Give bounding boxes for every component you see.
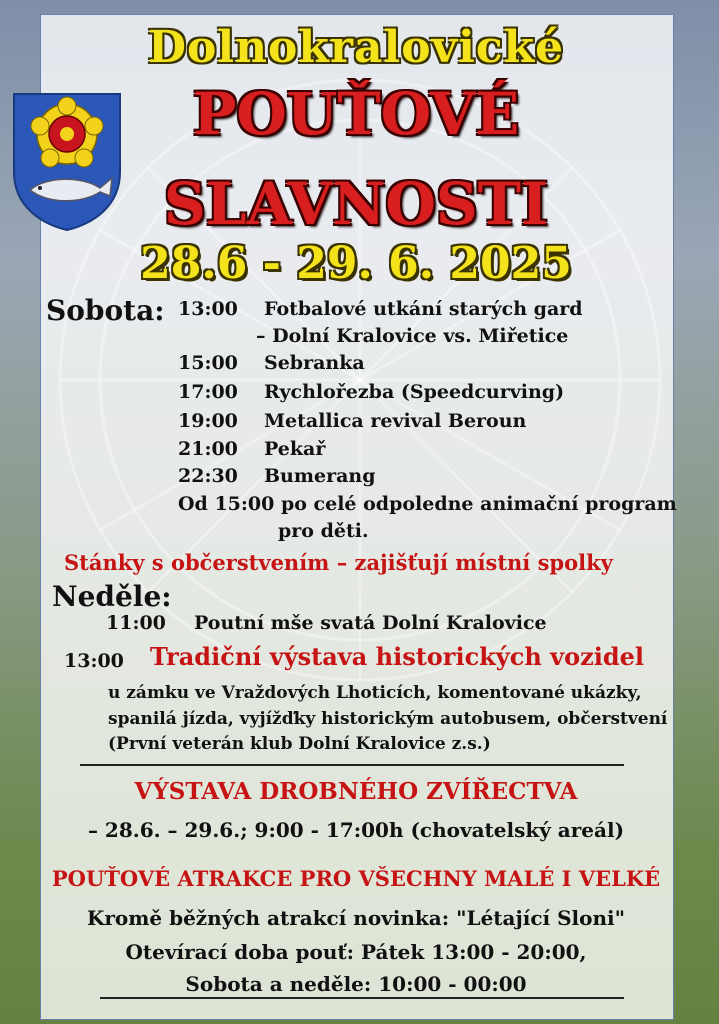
schedule-event: Pekař (264, 438, 326, 460)
schedule-time: 13:00 (178, 298, 238, 320)
schedule-time: 21:00 (178, 438, 238, 460)
schedule-time: 13:00 (64, 650, 124, 672)
title-line-2: POUŤOVÉ (192, 80, 520, 148)
divider-bottom (100, 997, 624, 999)
sunday-label: Neděle: (52, 580, 172, 613)
animals-details: – 28.6. – 29.6.; 9:00 - 17:00h (chovatelský areál) (87, 818, 625, 842)
attractions-heading: POUŤOVÉ ATRAKCE PRO VŠECHNY MALÉ I VELKÉ (51, 866, 661, 891)
schedule-event: Rychlořezba (Speedcurving) (264, 381, 565, 403)
saturday-note: Od 15:00 po celé odpoledne animační program (178, 493, 677, 515)
saturday-label: Sobota: (46, 294, 165, 327)
event-dates: 28.6 - 29. 6. 2025 (140, 238, 572, 289)
stands-heading: Stánky s občerstvením – zajišťují místní spolky (64, 550, 613, 575)
vehicle-show-detail-3: (První veterán klub Dolní Kralovice z.s.) (108, 734, 491, 754)
divider (80, 764, 624, 766)
schedule-time: 19:00 (178, 410, 238, 432)
schedule-time: 22:30 (178, 465, 238, 487)
vehicle-show-detail-1: u zámku ve Vraždových Lhoticích, komentované ukázky, (108, 683, 642, 703)
vehicle-show-detail-2: spanilá jízda, vyjížďky historickým autobusem, občerstvení (108, 709, 668, 729)
saturday-note-2: pro děti. (278, 520, 369, 542)
schedule-event: Bumerang (264, 465, 376, 487)
attractions-line-1: Kromě běžných atrakcí novinka: "Létající Sloni" (86, 906, 626, 930)
schedule-time: 15:00 (178, 352, 238, 374)
vehicle-show-heading: Tradiční výstava historických vozidel (150, 642, 645, 671)
animals-heading: VÝSTAVA DROBNÉHO ZVÍŘECTVA (134, 778, 578, 805)
schedule-event: – Dolní Kralovice vs. Miřetice (256, 325, 569, 347)
schedule-event: Poutní mše svatá Dolní Kralovice (194, 612, 547, 634)
schedule-event: Metallica revival Beroun (264, 410, 527, 432)
title-line-3: SLAVNOSTI (163, 170, 549, 238)
schedule-time: 11:00 (106, 612, 166, 634)
title-line-1: Dolnokralovické (147, 22, 565, 73)
schedule-time: 17:00 (178, 381, 238, 403)
schedule-event: Fotbalové utkání starých gard (264, 298, 583, 320)
attractions-line-2: Otevírací doba pouť: Pátek 13:00 - 20:00, (125, 940, 587, 964)
schedule-event: Sebranka (264, 352, 365, 374)
attractions-line-3: Sobota a neděle: 10:00 - 00:00 (185, 972, 527, 996)
